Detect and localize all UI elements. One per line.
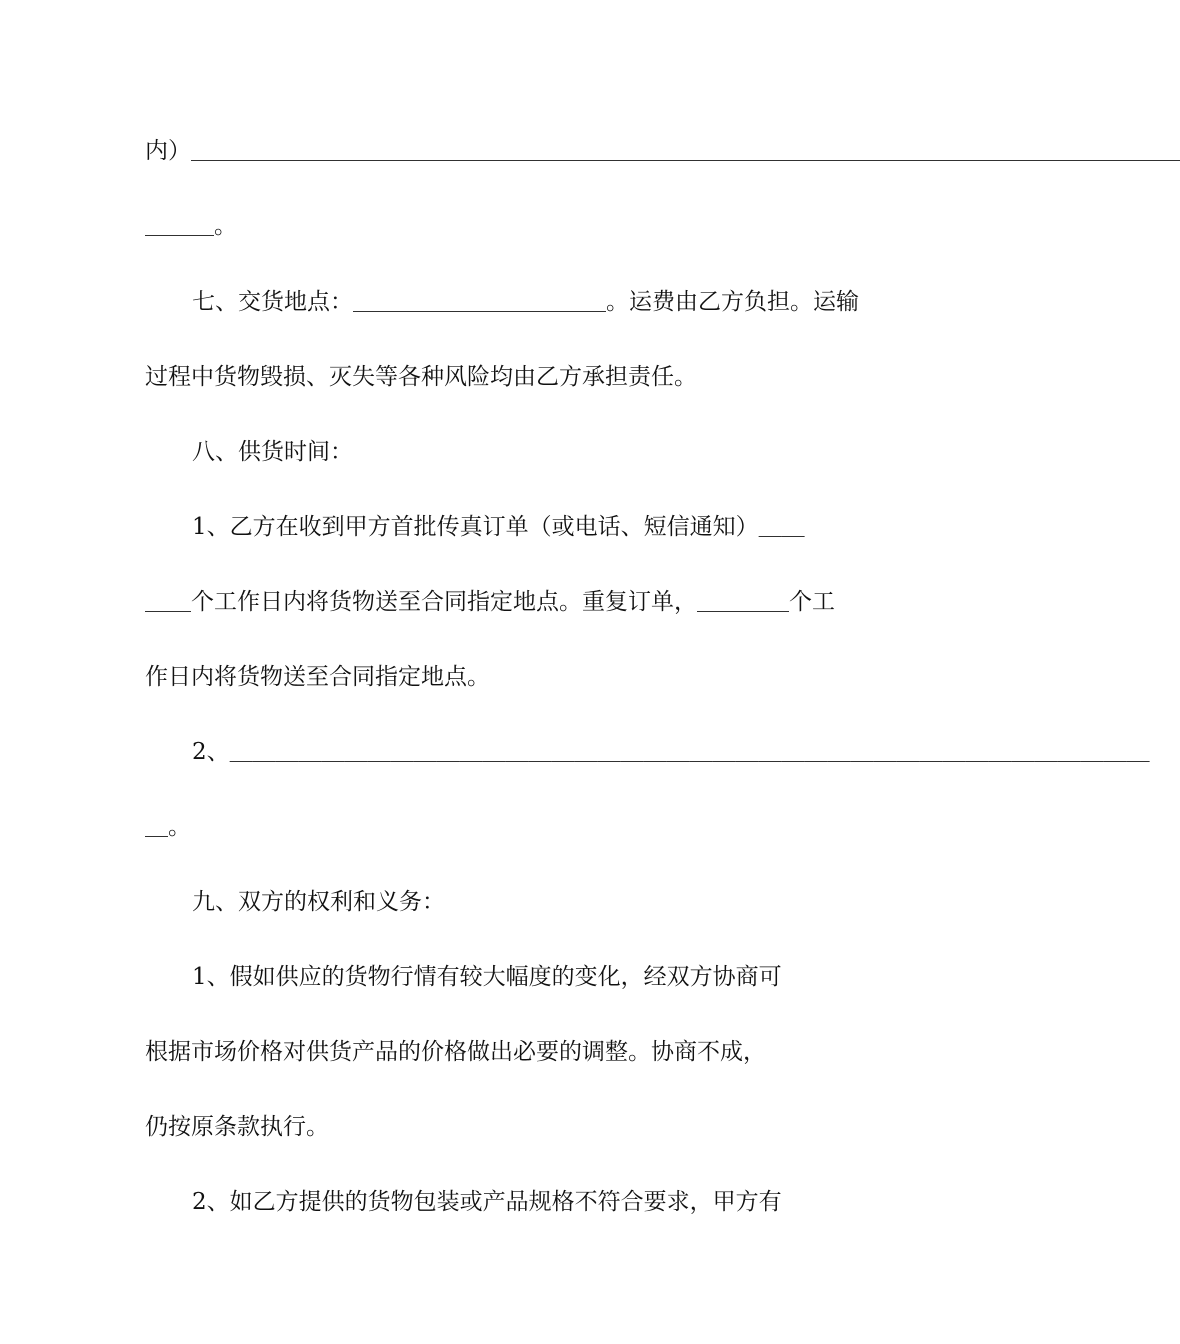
text-line-delivery-cont: 内）＿＿＿＿＿＿＿＿＿＿＿＿＿＿＿＿＿＿＿＿＿＿＿＿＿＿＿＿＿＿＿＿＿＿＿＿＿＿＿＿＿＿＿	[145, 138, 1180, 164]
clause-8-item-1: 1、乙方在收到甲方首批传真订单（或电话、短信通知）＿＿	[192, 514, 805, 540]
clause-8-item-1-end: 作日内将货物送至合同指定地点。	[145, 664, 490, 690]
clause-7-delivery-place: 七、交货地点：＿＿＿＿＿＿＿＿＿＿＿。运费由乙方负担。运输	[192, 289, 859, 315]
clause-9-heading: 九、双方的权利和义务：	[192, 889, 445, 915]
clause-7-risk: 过程中货物毁损、灭失等各种风险均由乙方承担责任。	[145, 364, 697, 390]
clause-9-item-2: 2、如乙方提供的货物包装或产品规格不符合要求，甲方有	[192, 1189, 782, 1215]
clause-9-item-1: 1、假如供应的货物行情有较大幅度的变化，经双方协商可	[192, 964, 782, 990]
clause-8-item-1-cont: ＿＿个工作日内将货物送至合同指定地点。重复订单，＿＿＿＿个工	[145, 589, 835, 615]
clause-8-item-2: 2、＿＿＿＿＿＿＿＿＿＿＿＿＿＿＿＿＿＿＿＿＿＿＿＿＿＿＿＿＿＿＿＿＿＿＿＿＿＿＿＿	[192, 739, 1150, 765]
clause-8-heading: 八、供货时间：	[192, 439, 353, 465]
clause-8-item-2-end: ＿。	[145, 814, 191, 840]
text-line-delivery-end: ＿＿＿。	[145, 213, 237, 239]
clause-9-item-1-cont: 根据市场价格对供货产品的价格做出必要的调整。协商不成，	[145, 1039, 766, 1065]
clause-9-item-1-end: 仍按原条款执行。	[145, 1114, 329, 1140]
